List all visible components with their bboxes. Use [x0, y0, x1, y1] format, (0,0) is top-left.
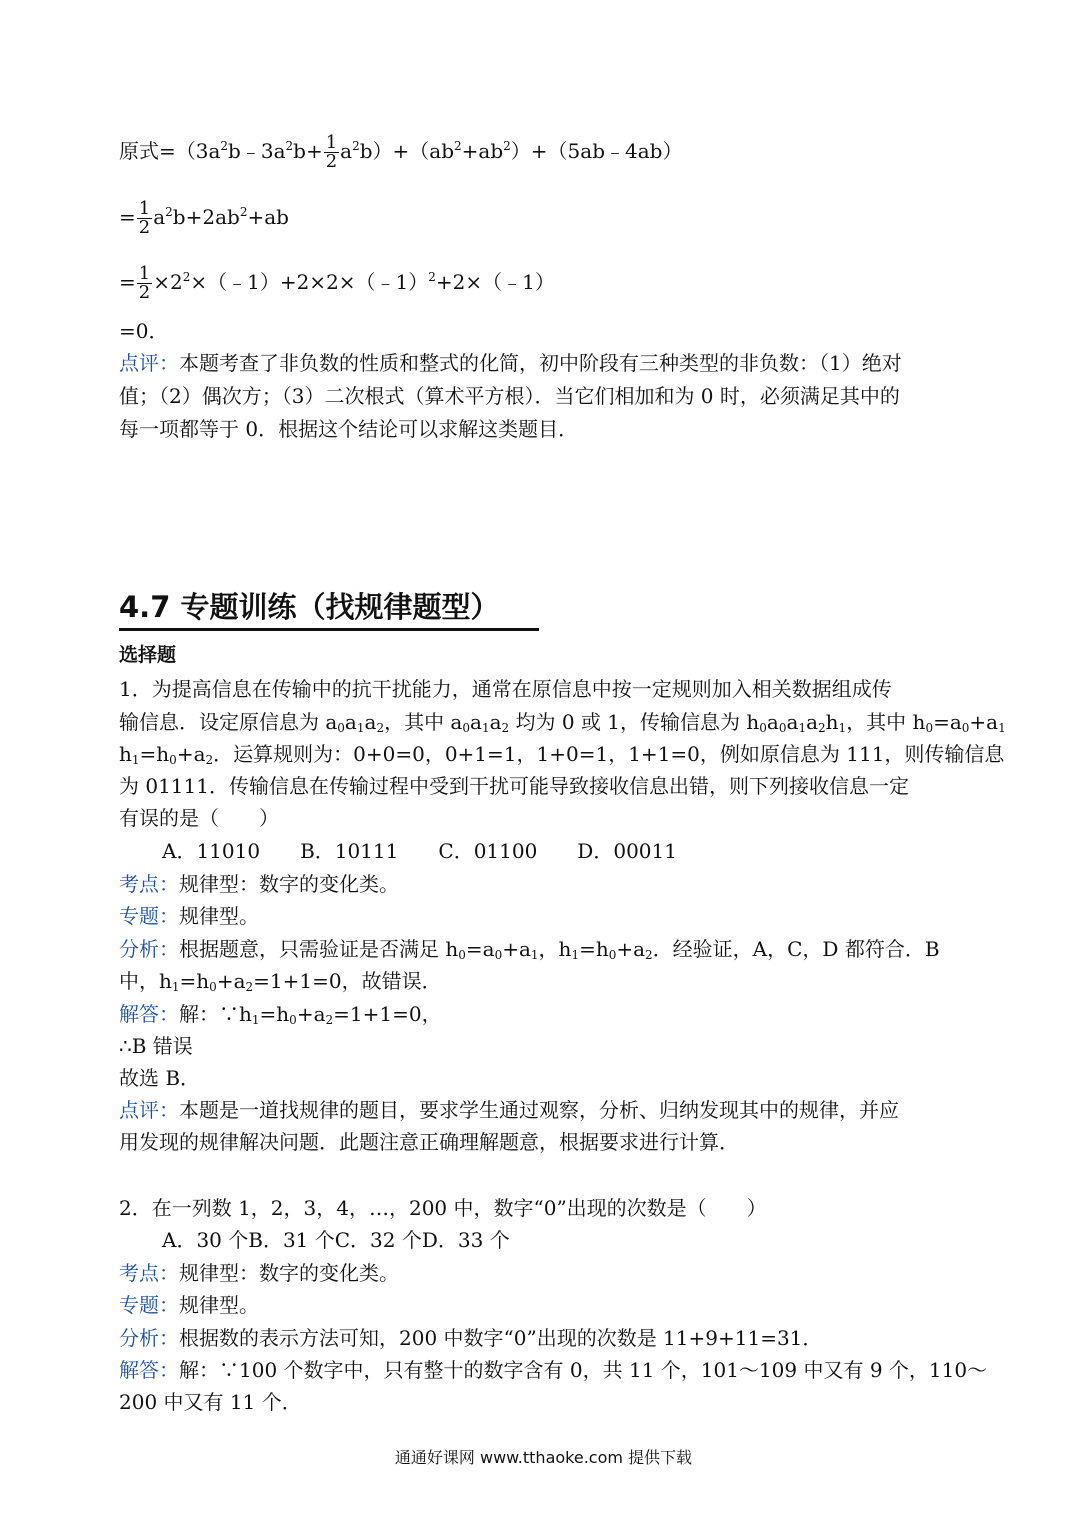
q2-jieda-line-1: 解答：解：∵100 个数字中，只有整十的数字含有 0，共 11 个，101～109 中又有 9 个，110～	[119, 1358, 988, 1382]
q1-fenxi-line-2: 中，$h_1=h_0+a_2=1+1=0$，故错误．	[119, 969, 442, 994]
fraction-one-half: $\frac{1}{2}$	[138, 198, 151, 238]
q1-fenxi-line-1: 分析：根据题意，只需验证是否满足 $h_0=a_0+a_1$，$h_1=h_0+a_2$．经验证，A，C，D 都符合．B	[119, 937, 940, 962]
q1-jieda-line-1: 解答：解：$\because h_1=h_0+a_2=1+1=0$，	[119, 1002, 442, 1027]
q1-jieda-line-3: 故选 B．	[119, 1066, 201, 1090]
comment-label: 点评：	[119, 351, 179, 375]
comment-line-3: 每一项都等于 0．根据这个结论可以求解这类题目．	[119, 417, 579, 441]
q1-comment-line-1: 点评：本题是一道找规律的题目，要求学生通过观察，分析、归纳发现其中的规律，并应	[119, 1098, 899, 1122]
q2-options: A．30 个B．31 个C．32 个D．33 个	[162, 1228, 510, 1252]
q1-line-3: $h_1=h_0+a_2$．运算规则为：0+0=0，0+1=1，1+0=1，1+1=0，例如原信息为 111，则传输信息	[119, 742, 1005, 767]
q2-kaodian: 考点：规律型：数字的变化类。	[119, 1261, 399, 1285]
q1-zhuanti: 专题：规律型。	[119, 904, 259, 928]
expression-line-2: = $\frac{1}{2}$ $a^2b+2ab^2+ab$	[119, 198, 289, 238]
comment-line-1: 点评：本题考查了非负数的性质和整式的化简，初中阶段有三种类型的非负数：（1）绝对	[119, 351, 902, 375]
q1-options: A．11010 B．10111 C．01100 D．00011	[162, 839, 677, 863]
q2-jieda-line-2: 200 中又有 11 个．	[119, 1390, 302, 1414]
q1-jieda-line-2: ∴B 错误	[119, 1034, 193, 1058]
expression-line-1: 原式$=(3a^2b﹣3a^2b+$ $\frac{1}{2}$ $a^2b)+(ab^2+ab^2)+(5ab﹣4ab)$	[119, 132, 683, 172]
q2-line-1: 2．在一列数 1，2，3，4，…，200 中，数字“0”出现的次数是（ ）	[119, 1196, 767, 1220]
q1-line-1: 1．为提高信息在传输中的抗干扰能力，通常在原信息中按一定规则加入相关数据组成传	[119, 677, 892, 701]
comment-line-2: 值；（2）偶次方；（3）二次根式（算术平方根）．当它们相加和为 0 时，必须满足其中的	[119, 384, 900, 408]
expression-result: =0．	[119, 319, 169, 343]
expression-line-3: = $\frac{1}{2}$ $\times 2^2\times(﹣1)+2\times 2\times(﹣1)^2+2\times(﹣1)$	[119, 263, 555, 303]
fraction-one-half: $\frac{1}{2}$	[138, 263, 151, 303]
q1-comment-line-2: 用发现的规律解决问题．此题注意正确理解题意，根据要求进行计算．	[119, 1130, 739, 1154]
fraction-one-half: $\frac{1}{2}$	[325, 132, 338, 172]
q2-zhuanti: 专题：规律型。	[119, 1293, 259, 1317]
q2-fenxi: 分析：根据数的表示方法可知，200 中数字“0”出现的次数是 11+9+11=31．	[119, 1326, 823, 1350]
q1-kaodian: 考点：规律型：数字的变化类。	[119, 872, 399, 896]
section-title: 4.7 专题训练（找规律题型）	[119, 588, 539, 631]
q1-line-2: 输信息．设定原信息为 $a_0a_1a_2$，其中 $a_0a_1a_2$ 均为 0 或 1，传输信息为 $h_0a_0a_1a_2h_1$，其中 $h_0=a_0+a_1$	[119, 710, 1006, 735]
q1-line-5: 有误的是（ ）	[119, 806, 279, 830]
q1-line-4: 为 01111．传输信息在传输过程中受到干扰可能导致接收信息出错，则下列接收信息一定	[119, 774, 909, 798]
page-footer: 通通好课网 www.tthaoke.com 提供下载	[394, 1448, 693, 1467]
subheading: 选择题	[119, 644, 177, 666]
